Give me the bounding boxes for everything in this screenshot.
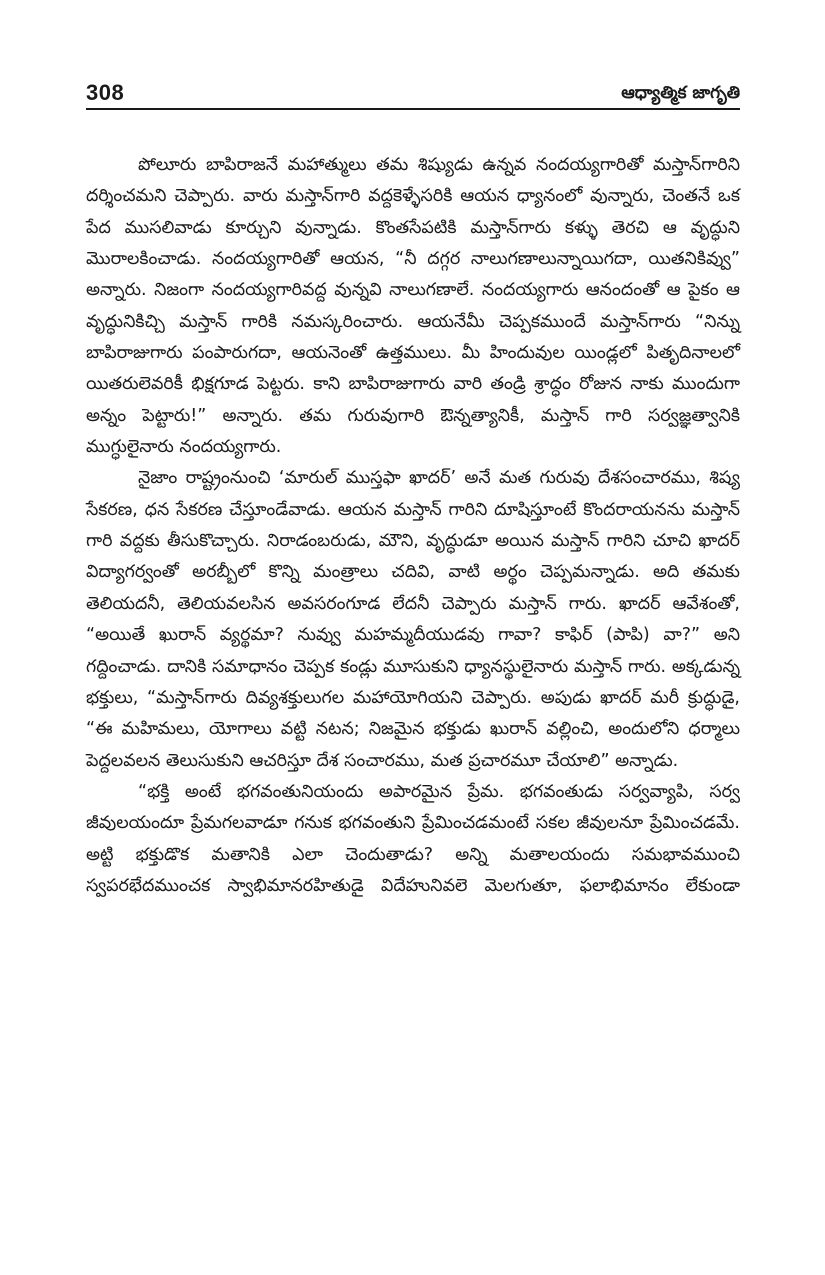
paragraph: పోలూరు బాపిరాజనే మహాత్ములు తమ శిష్యుడు ఉన్నవ నందయ్యగారితో మస్తాన్‌గారిని దర్శించమని చెప్పారు. వారు మస్తాన్‌గారి వద్దకెళ్ళేసరికి ఆయన ధ్యానంలో వున్నారు, చెంతనే ఒక పేద ముసలివాడు కూర్చుని వున్నాడు. కొంతసేపటికి మస్తాన్‌గారు కళ్ళు తెరచి ఆ వృద్ధుని మొరాలకించాడు. నందయ్యగారితో ఆయన, “నీ దగ్గర నాలుగణాలున్నాయిగదా, యితనికివ్వు” అన్నారు. నిజంగా నందయ్యగారివద్ద వున్నవి నాలుగణాలే. నందయ్యగారు ఆనందంతో ఆ పైకం ఆ వృద్ధునికిచ్చి మస్తాన్ గారికి నమస్కరించారు. ఆయనేమీ చెప్పకముందే మస్తాన్‌గారు “నిన్ను బాపిరాజుగారు పంపారుగదా, ఆయనెంతో ఉత్తములు. మీ హిందువుల యిండ్లలో పితృదినాలలో యితరులెవరికీ భిక్షగూడ పెట్టరు. కాని బాపిరాజుగారు వారి తండ్రి శ్రాద్ధం రోజున నాకు ముందుగా అన్నం పెట్టారు!” అన్నారు. తమ గురువుగారి ఔన్నత్యానికీ, మస్తాన్ గారి సర్వజ్ఞత్వానికి ముగ్ధులైనారు నందయ్యగారు. <box>86 155 740 458</box>
page-number: 308 <box>86 80 125 105</box>
paragraph: నైజాం రాష్ట్రంనుంచి ‘మారుల్ ముస్తఫా ఖాదర్’ అనే మత గురువు దేశసంచారము, శిష్య సేకరణ, ధన సేకరణ చేస్తూండేవాడు. ఆయన మస్తాన్ గారిని దూషిస్తూంటే కొందరాయనను మస్తాన్ గారి వద్దకు తీసుకొచ్చారు. నిరాడంబరుడు, మౌని, వృద్ధుడూ అయిన మస్తాన్ గారిని చూచి ఖాదర్ విద్యాగర్వంతో అరబ్బీలో కొన్ని మంత్రాలు చదివి, వాటి అర్థం చెప్పమన్నాడు. అది తమకు తెలియదనీ, తెలియవలసిన అవసరంగూడ లేదనీ చెప్పారు మస్తాన్ గారు. ఖాదర్ ఆవేశంతో, “అయితే ఖురాన్ వ్యర్థమా? నువ్వు మహమ్మదీయుడవు గావా? కాఫిర్ (పాపి) వా?” అని గద్దించాడు. దానికి సమాధానం చెప్పక కండ్లు మూసుకుని ధ్యానస్థులైనారు మస్తాన్ గారు. అక్కడున్న భక్తులు, “మస్తాన్‌గారు దివ్యశక్తులుగల మహాయోగియని చెప్పారు. అపుడు ఖాదర్ మరీ క్రుద్ధుడై, “ఈ మహిమలు, యోగాలు వట్టి నటన; నిజమైన భక్తుడు ఖురాన్ వల్లించి, అందులోని ధర్మాలు పెద్దలవలన తెలుసుకుని ఆచరిస్తూ దేశ సంచారము, మత ప్రచారమూ చేయాలి” అన్నాడు. <box>86 468 740 771</box>
paragraph: “భక్తి అంటే భగవంతునియందు అపారమైన ప్రేమ. భగవంతుడు సర్వవ్యాపి, సర్వ జీవులయందూ ప్రేమగలవాడూ గనుక భగవంతుని ప్రేమించడమంటే సకల జీవులనూ ప్రేమించడమే. అట్టి భక్తుడొక మతానికి ఎలా చెందుతాడు? అన్ని మతాలయందు సమభావముంచి స్వపరభేదముంచక స్వాభిమానరహితుడై విదేహునివలె మెలగుతూ, ఫలాభిమానం లేకుండా <box>86 781 740 896</box>
running-header <box>86 78 740 108</box>
header-divider <box>86 108 740 110</box>
body-text <box>86 150 740 902</box>
running-header-title: ఆధ్యాత్మిక జాగృతి <box>621 83 740 103</box>
